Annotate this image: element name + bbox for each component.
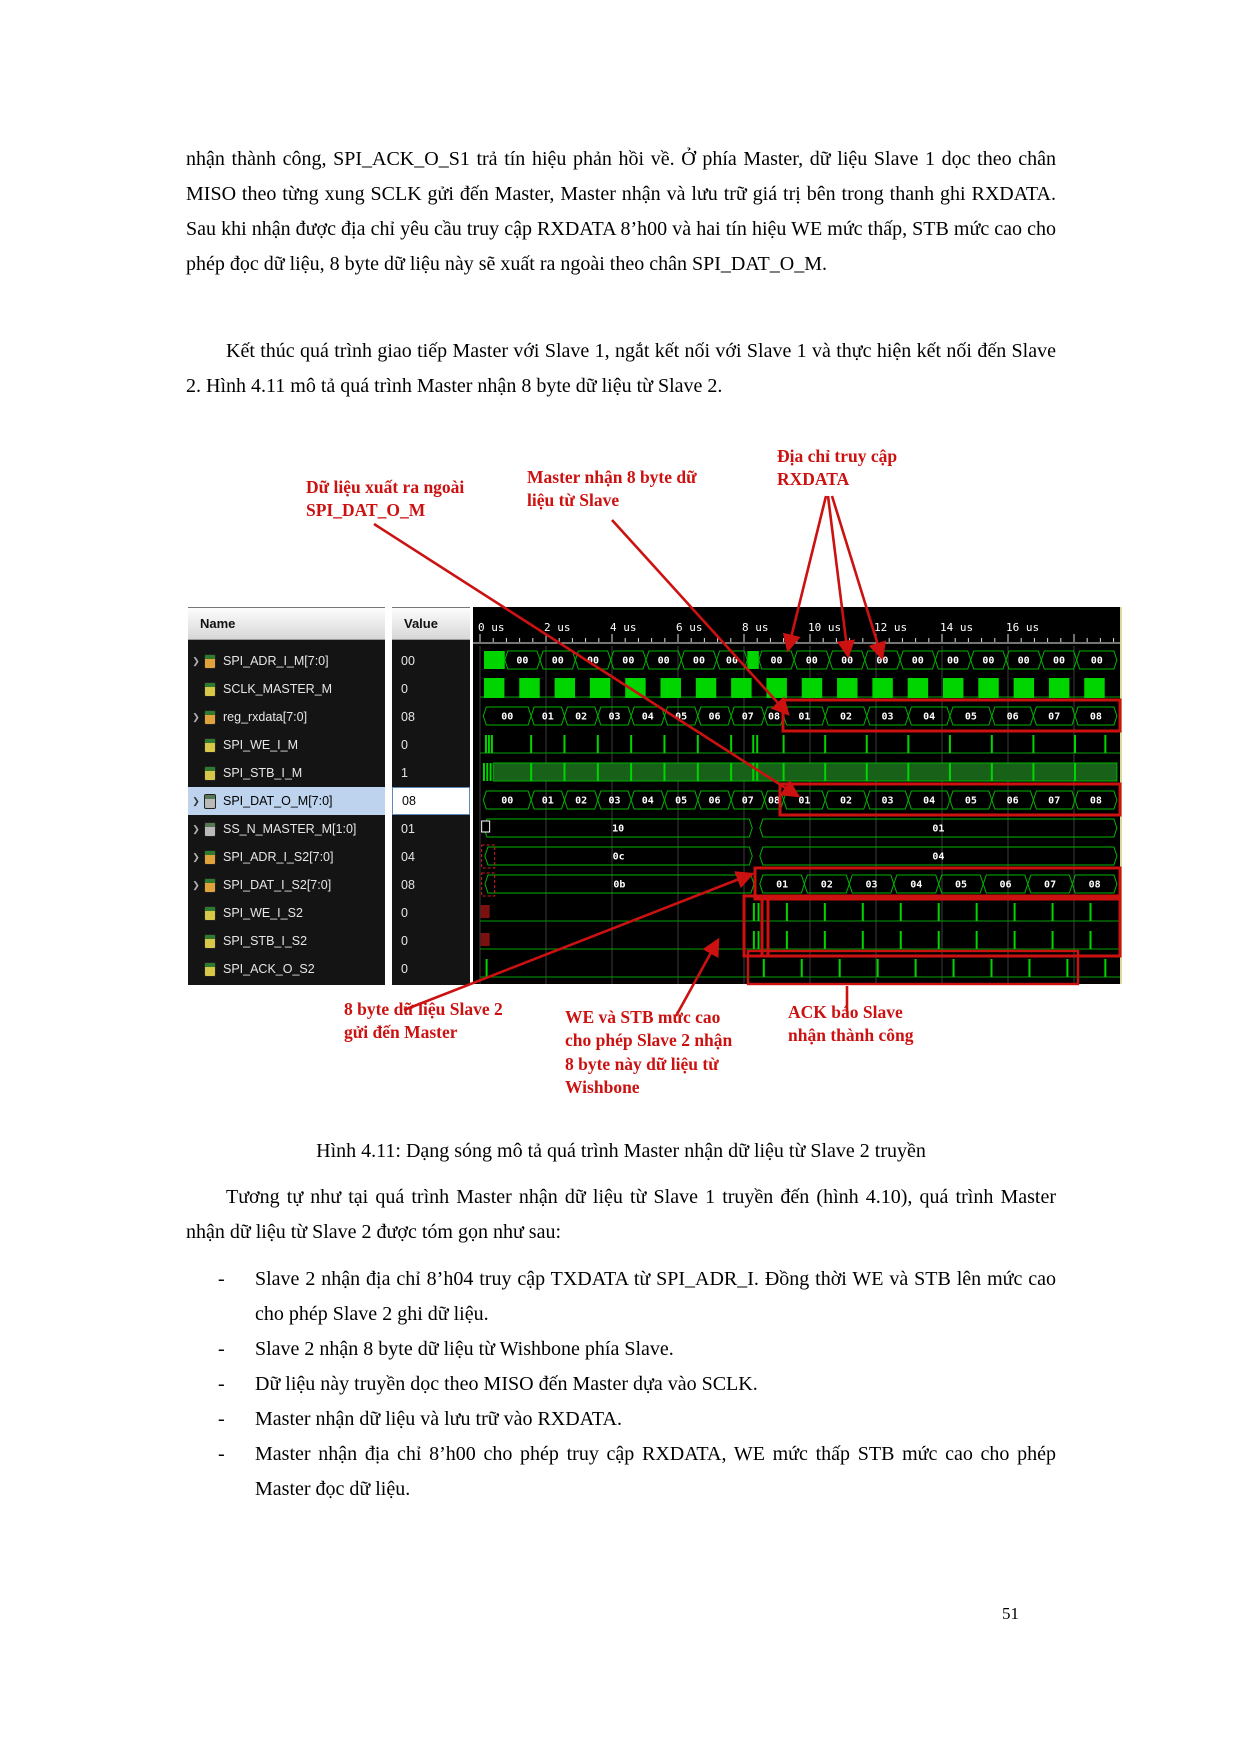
bus-value-label: 00 <box>876 655 889 667</box>
signal-row-spi-ack-o-s2[interactable] <box>188 955 385 983</box>
bus-value-label: 04 <box>641 711 654 723</box>
annotation-line: RXDATA <box>777 469 850 490</box>
bus-value-label: 04 <box>910 879 923 891</box>
clock-pulse <box>590 678 610 698</box>
bus-value-label: 03 <box>881 795 894 807</box>
bus-value-label: 03 <box>865 879 878 891</box>
clock-pulse <box>519 678 539 698</box>
bus-value-label: 06 <box>708 711 721 723</box>
bus-value-label: 05 <box>954 879 967 891</box>
name-column-header: Name <box>188 608 385 640</box>
signal-value[interactable]: 08 <box>401 710 415 724</box>
time-tick-label: 12 us <box>874 621 908 634</box>
signal-type-icon <box>204 962 216 977</box>
bus-value-label: 01 <box>798 711 811 723</box>
bus-value-label: 08 <box>1089 711 1102 723</box>
signal-value-column <box>392 607 470 985</box>
signal-name: SPI_WE_I_S2 <box>223 906 303 920</box>
clock-pulse <box>661 678 681 698</box>
expand-chevron-icon[interactable]: ❯ <box>192 851 200 862</box>
signal-row-spi-stb-i-m[interactable] <box>188 759 385 787</box>
bus-value-label: 08 <box>768 711 781 723</box>
time-tick-label: 2 us <box>544 621 571 634</box>
bullet-marker: - <box>218 1373 225 1395</box>
clock-pulse <box>731 678 751 698</box>
maroon-marker <box>481 905 490 918</box>
signal-row-ss-n-master-m10[interactable] <box>188 815 385 843</box>
signal-value[interactable]: 01 <box>401 822 415 836</box>
signal-name: SPI_STB_I_M <box>223 766 303 780</box>
bus-value-label: 00 <box>1052 655 1066 667</box>
clock-pulse <box>872 678 892 698</box>
value-column-header: Value <box>392 608 470 640</box>
bus-transition-block <box>484 651 505 669</box>
bus-value-label: 02 <box>575 711 588 723</box>
signal-value[interactable]: 08 <box>401 878 415 892</box>
signal-type-icon <box>204 906 216 921</box>
clock-pulse <box>978 678 998 698</box>
paragraph-2: Kết thúc quá trình giao tiếp Master với Slave 1, ngắt kết nối với Slave 1 và thực hiện kết nối đến Slave 2. Hình 4.11 mô tả quá trình Master nhận 8 byte dữ liệu từ Slave 2. <box>186 340 1056 397</box>
bullet-item: - Dữ liệu này truyền dọc theo MISO đến Master dựa vào SCLK. <box>186 1367 1056 1402</box>
bus-value-label: 01 <box>541 795 554 807</box>
annotation-line: liệu từ Slave <box>527 490 620 511</box>
signal-value[interactable]: 0 <box>401 934 408 948</box>
annotation-line: Địa chỉ truy cập <box>777 446 898 466</box>
signal-name: reg_rxdata[7:0] <box>223 710 308 724</box>
signal-type-icon <box>204 934 216 949</box>
annotation-line: nhận thành công <box>788 1025 914 1046</box>
bus-value-label: 00 <box>622 655 635 667</box>
signal-name: SCLK_MASTER_M <box>223 682 333 696</box>
bus-value-label: 07 <box>1048 711 1061 723</box>
bus-value-label: 08 <box>1089 795 1102 807</box>
signal-name-column <box>188 607 385 985</box>
annotation-line: 8 byte này dữ liệu từ <box>565 1053 719 1074</box>
high-level-band <box>493 763 1117 781</box>
signal-row-spi-stb-i-s2[interactable] <box>188 927 385 955</box>
time-tick-label: 4 us <box>610 621 637 634</box>
bus-value-label: 00 <box>587 655 600 667</box>
bus-value-label: 08 <box>768 795 781 807</box>
annotation-line: Master nhận 8 byte dữ <box>527 467 697 487</box>
bus-value-label: 04 <box>923 711 936 723</box>
bus-value-label: 00 <box>982 655 995 667</box>
signal-name: SPI_ADR_I_S2[7:0] <box>223 850 334 864</box>
bus-value-label: 01 <box>776 879 789 891</box>
signal-type-icon <box>204 794 216 809</box>
signal-row-spi-adr-i-m70[interactable] <box>188 647 385 675</box>
time-tick-label: 16 us <box>1006 621 1040 634</box>
signal-type-icon <box>204 850 216 865</box>
bullet-item: - Master nhận địa chỉ 8’h00 cho phép truy cập RXDATA, WE mức thấp STB mức cao cho phép Master đọc dữ liệu. <box>186 1437 1056 1507</box>
bullet-marker: - <box>218 1338 225 1360</box>
bus-value-label: 01 <box>932 823 945 835</box>
bullet-item: - Slave 2 nhận địa chỉ 8’h04 truy cập TXDATA từ SPI_ADR_I. Đồng thời WE và STB lên mức cao cho phép Slave 2 ghi dữ liệu. <box>186 1262 1056 1332</box>
signal-value[interactable]: 0 <box>401 738 408 752</box>
figure-caption: Hình 4.11: Dạng sóng mô tả quá trình Master nhận dữ liệu từ Slave 2 truyền <box>316 1140 926 1162</box>
annotation-line: gửi đến Master <box>344 1022 458 1043</box>
bus-value-label: 01 <box>541 711 554 723</box>
bus-value-label: 02 <box>839 795 852 807</box>
bus-value-label: 07 <box>1044 879 1057 891</box>
bus-value-label: 00 <box>725 655 738 667</box>
annotation-address-access <box>777 445 897 492</box>
clock-pulse <box>1014 678 1034 698</box>
signal-name: SPI_DAT_I_S2[7:0] <box>223 878 332 892</box>
clock-pulse <box>908 678 928 698</box>
bus-value-label: 06 <box>708 795 721 807</box>
expand-chevron-icon[interactable]: ❯ <box>192 823 200 834</box>
cursor-marker <box>482 821 490 832</box>
signal-value[interactable]: 08 <box>392 787 470 815</box>
clock-pulse <box>625 678 645 698</box>
signal-value[interactable]: 0 <box>401 906 408 920</box>
bus-value-label: 06 <box>1006 711 1019 723</box>
time-tick-label: 14 us <box>940 621 974 634</box>
expand-chevron-icon[interactable]: ❯ <box>192 711 200 722</box>
annotation-slave2-send <box>344 998 503 1045</box>
clock-pulse <box>837 678 857 698</box>
annotation-line: SPI_DAT_O_M <box>306 500 426 521</box>
signal-row-reg-rxdata70[interactable] <box>188 703 385 731</box>
bullet-marker: - <box>218 1408 225 1430</box>
bus-value-label: 03 <box>608 795 621 807</box>
bus-value-label: 00 <box>501 711 514 723</box>
signal-value[interactable]: 0 <box>401 682 408 696</box>
paragraph-1: nhận thành công, SPI_ACK_O_S1 trả tín hiệu phản hồi về. Ở phía Master, dữ liệu Slave 1 dọc theo chân MISO theo từng xung SCLK gửi đến Master, Master nhận và lưu trữ giá trị bên trong thanh ghi RXDATA. Sau khi nhận được địa chỉ yêu cầu truy cập RXDATA 8’h00 và hai tín hiệu WE mức thấp, STB mức cao cho phép đọc dữ liệu, 8 byte dữ liệu này sẽ xuất ra ngoài theo chân SPI_DAT_O_M. <box>186 148 1056 275</box>
bus-value-label: 02 <box>839 711 852 723</box>
signal-type-icon <box>204 682 216 697</box>
bus-value-label: 00 <box>1090 655 1103 667</box>
signal-row-spi-dat-i-s270[interactable] <box>188 871 385 899</box>
bus-value-label: 00 <box>911 655 924 667</box>
bus-value-label: 00 <box>516 655 529 667</box>
bus-value-label: 02 <box>820 879 833 891</box>
wave-plot-area[interactable] <box>473 607 1122 984</box>
signal-value[interactable]: 00 <box>401 654 415 668</box>
time-tick-label: 6 us <box>676 621 703 634</box>
annotation-ack <box>788 1001 913 1048</box>
bus-value-label: 00 <box>692 655 705 667</box>
clock-pulse <box>802 678 822 698</box>
bus-value-label: 0b <box>613 879 626 891</box>
signal-value[interactable]: 04 <box>401 850 415 864</box>
clock-pulse <box>1084 678 1104 698</box>
bus-value-label: 04 <box>932 851 945 863</box>
bullet-list <box>186 1262 1056 1507</box>
bus-value-label: 08 <box>1088 879 1101 891</box>
annotation-line: cho phép Slave 2 nhận <box>565 1030 733 1051</box>
bus-transition-block <box>747 651 759 669</box>
bus-value-label: 10 <box>612 823 625 835</box>
bus-value-label: 07 <box>1048 795 1061 807</box>
paragraph-3: Tương tự như tại quá trình Master nhận dữ liệu từ Slave 1 truyền đến (hình 4.10), quá trình Master nhận dữ liệu từ Slave 2 được tóm gọn như sau: <box>186 1186 1056 1243</box>
bus-value-label: 00 <box>501 795 514 807</box>
bus-value-label: 00 <box>947 655 960 667</box>
signal-row-spi-we-i-m[interactable] <box>188 731 385 759</box>
signal-name: SS_N_MASTER_M[1:0] <box>223 822 357 836</box>
signal-type-icon <box>204 766 216 781</box>
bus-value-label: 03 <box>881 711 894 723</box>
bus-value-label: 04 <box>923 795 936 807</box>
signal-type-icon <box>204 654 216 669</box>
bus-value-label: 02 <box>575 795 588 807</box>
bullet-marker: - <box>218 1268 225 1290</box>
time-tick-label: 10 us <box>808 621 842 634</box>
clock-pulse <box>1049 678 1069 698</box>
signal-name: SPI_ADR_I_M[7:0] <box>223 654 329 668</box>
signal-name: SPI_DAT_O_M[7:0] <box>223 794 333 808</box>
signal-row-spi-adr-i-s270[interactable] <box>188 843 385 871</box>
annotation-line: WE và STB mức cao <box>565 1007 721 1027</box>
annotation-line: ACK báo Slave <box>788 1002 903 1022</box>
page-number: 51 <box>1002 1604 1019 1623</box>
signal-type-icon <box>204 822 216 837</box>
bullet-marker: - <box>218 1443 225 1465</box>
bus-value-label: 05 <box>964 711 977 723</box>
annotation-output-data <box>306 476 464 523</box>
bullet-item: - Slave 2 nhận 8 byte dữ liệu từ Wishbone phía Slave. <box>186 1332 1056 1367</box>
bullet-item: - Master nhận dữ liệu và lưu trữ vào RXDATA. <box>186 1402 1056 1437</box>
signal-type-icon <box>204 738 216 753</box>
clock-pulse <box>766 678 786 698</box>
bus-value-label: 07 <box>741 795 754 807</box>
signal-row-sclk-master-m[interactable] <box>188 675 385 703</box>
bus-value-label: 00 <box>841 655 854 667</box>
signal-row-spi-dat-o-m70[interactable] <box>188 787 385 815</box>
bus-value-label: 06 <box>1006 795 1019 807</box>
signal-name: SPI_ACK_O_S2 <box>223 962 315 976</box>
expand-chevron-icon[interactable]: ❯ <box>192 655 200 666</box>
waveform-viewer <box>188 607 1120 984</box>
bus-value-label: 00 <box>657 655 670 667</box>
annotation-line: Dữ liệu xuất ra ngoài <box>306 477 465 497</box>
signal-name: SPI_STB_I_S2 <box>223 934 308 948</box>
bus-value-label: 0c <box>612 851 625 863</box>
expand-chevron-icon[interactable]: ❯ <box>192 879 200 890</box>
signal-row-spi-we-i-s2[interactable] <box>188 899 385 927</box>
annotation-line: Wishbone <box>565 1076 640 1097</box>
bus-value-label: 00 <box>551 655 564 667</box>
signal-type-icon <box>204 878 216 893</box>
bus-value-label: 01 <box>798 795 811 807</box>
maroon-marker <box>481 933 490 946</box>
bus-value-label: 00 <box>770 655 783 667</box>
bus-value-label: 03 <box>608 711 621 723</box>
signal-value[interactable]: 1 <box>401 766 408 780</box>
time-tick-label: 0 us <box>478 621 505 634</box>
bus-value-label: 06 <box>999 879 1012 891</box>
expand-chevron-icon[interactable]: ❯ <box>192 795 200 806</box>
annotation-line: 8 byte dữ liệu Slave 2 <box>344 999 503 1019</box>
bus-value-label: 00 <box>805 655 818 667</box>
clock-pulse <box>555 678 575 698</box>
signal-name: SPI_WE_I_M <box>223 738 299 752</box>
bus-value-label: 05 <box>675 795 688 807</box>
bus-value-label: 05 <box>675 711 688 723</box>
annotation-master-receive <box>527 466 697 513</box>
signal-value[interactable]: 0 <box>401 962 408 976</box>
clock-pulse <box>484 678 504 698</box>
bus-value-label: 05 <box>964 795 977 807</box>
bus-value-label: 00 <box>1017 655 1030 667</box>
time-tick-label: 8 us <box>742 621 769 634</box>
annotation-we-stb <box>565 1006 732 1099</box>
clock-pulse <box>943 678 963 698</box>
bus-value-label: 07 <box>741 711 754 723</box>
clock-pulse <box>696 678 716 698</box>
signal-type-icon <box>204 710 216 725</box>
bus-value-label: 04 <box>641 795 654 807</box>
